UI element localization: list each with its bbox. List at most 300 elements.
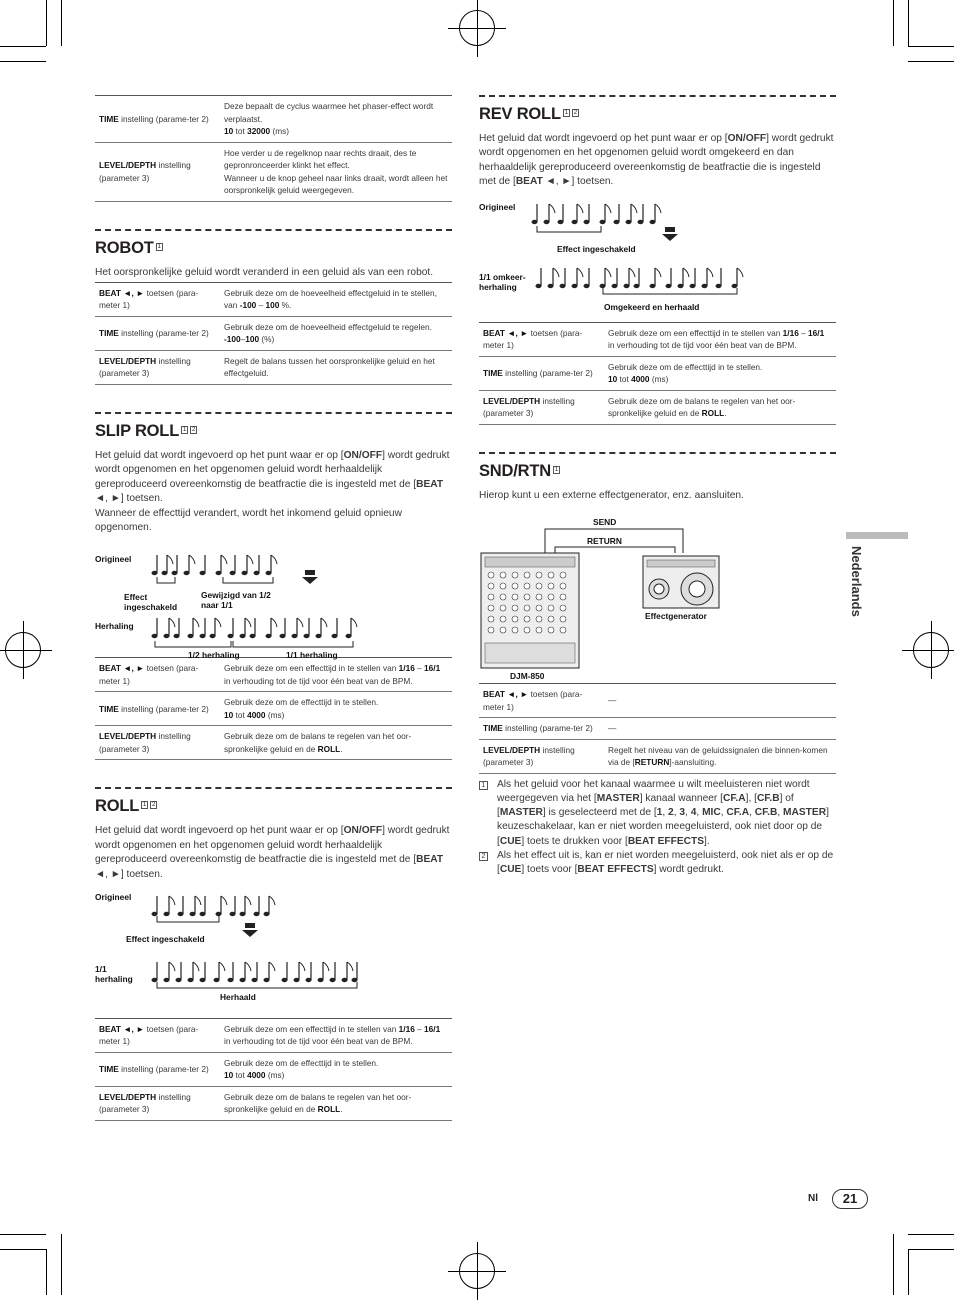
label-changed: Gewijzigd van 1/2 naar 1/1 xyxy=(201,590,271,611)
roll-intro: Het geluid dat wordt ingevoerd op het punt waar er op [ON/OFF] wordt gedrukt wordt opgenomen en het opgenomen geluid wordt herhaaldelijk gereproduceerd overeenkomstig de beatfractie die is ingesteld met de [BEAT ◄, ►] toetsen. xyxy=(95,825,450,880)
section-divider xyxy=(95,787,452,789)
effector-icon xyxy=(643,556,719,608)
param-key: TIME instelling (parame-ter 2) xyxy=(95,316,220,350)
knob-icon xyxy=(488,583,494,589)
note-flag xyxy=(169,962,175,971)
note-head xyxy=(230,912,236,916)
note-head xyxy=(690,283,696,287)
note-row xyxy=(152,962,358,982)
note-head xyxy=(216,571,222,575)
note-head xyxy=(188,978,194,982)
table-row xyxy=(95,1052,452,1086)
crop-mark xyxy=(908,1249,954,1250)
note-flag xyxy=(351,618,357,627)
note-head xyxy=(558,219,564,223)
arrow-icon xyxy=(302,570,318,584)
note-head xyxy=(650,219,656,223)
knob-icon xyxy=(524,627,530,633)
knob-icon xyxy=(524,605,530,611)
note-head xyxy=(560,283,566,287)
rev-roll-param-table xyxy=(479,322,836,425)
note-head xyxy=(242,571,248,575)
note-flag xyxy=(221,896,227,905)
note-flag xyxy=(169,618,175,627)
note-head xyxy=(184,571,190,575)
note-head xyxy=(294,978,300,982)
section-title-slip-roll: SLIP ROLL 1 2 xyxy=(95,421,196,440)
note-head xyxy=(352,978,358,982)
right-column xyxy=(479,95,836,878)
note-head xyxy=(164,978,170,982)
note-flag xyxy=(577,268,583,277)
note-head xyxy=(304,634,310,638)
note-head xyxy=(332,634,338,638)
note-head xyxy=(164,912,170,916)
knob-icon xyxy=(524,616,530,622)
param-key: BEAT ◄, ► toetsen (para-meter 1) xyxy=(95,282,220,316)
crop-mark xyxy=(908,0,909,46)
note-head xyxy=(240,634,246,638)
knob-icon xyxy=(488,594,494,600)
label-repeat: Herhaling xyxy=(95,621,134,632)
note-flag xyxy=(167,555,173,564)
knob-icon xyxy=(548,605,554,611)
note-head xyxy=(264,912,270,916)
table-row xyxy=(95,1018,452,1052)
table-row xyxy=(95,726,452,760)
knob-icon xyxy=(488,572,494,578)
section-title-robot: ROBOT 1 xyxy=(95,238,161,257)
param-value: — xyxy=(604,718,836,740)
table-row xyxy=(479,684,836,718)
note-head xyxy=(152,571,158,575)
knob-icon xyxy=(536,616,542,622)
roll-diagram xyxy=(95,882,452,1018)
return-cable xyxy=(555,547,675,553)
note-head xyxy=(280,634,286,638)
crop-mark xyxy=(908,1234,954,1235)
note-flag xyxy=(683,268,689,277)
label-effect: Effect ingeschakeld xyxy=(557,243,636,254)
roll-notation xyxy=(95,882,452,1018)
crop-mark xyxy=(0,61,46,62)
note-flag xyxy=(271,555,277,564)
note-flag xyxy=(245,962,251,971)
knob-icon xyxy=(560,605,566,611)
knob-icon xyxy=(512,572,518,578)
note-head xyxy=(200,571,206,575)
param-value: Hoe verder u de regelknop naar rechts draait, des te gepronronceerder klinkt het effect. Wanneer u de knop geheel naar links draait, wordt alleen het oorspronkelijk geluid weergegeven. xyxy=(220,142,452,201)
note-flag xyxy=(577,204,583,213)
label-origineel: Origineel xyxy=(95,891,132,902)
note-flag xyxy=(629,268,635,277)
note-head xyxy=(240,912,246,916)
note-head xyxy=(678,283,684,287)
param-key: TIME instelling (parame-ter 2) xyxy=(95,1052,220,1086)
section-divider xyxy=(479,95,836,97)
arrow-icon xyxy=(242,923,258,937)
crop-mark xyxy=(46,1249,47,1295)
note-head xyxy=(190,912,196,916)
param-value: Gebruik deze om een effecttijd in te stellen van 1/16 – 16/1 in verhouding tot de tijd voor één beat van de BPM. xyxy=(220,658,452,692)
knob-icon xyxy=(500,627,506,633)
slip-roll-param-table xyxy=(95,657,452,760)
label-repeat: 1/1 herhaling xyxy=(95,963,133,984)
knob-icon xyxy=(548,627,554,633)
param-value: Gebruik deze om een effecttijd in te stellen van 1/16 – 16/1 in verhouding tot de tijd voor één beat van de BPM. xyxy=(604,322,836,356)
note-head xyxy=(318,978,324,982)
note-flag xyxy=(193,962,199,971)
param-value: Gebruik deze om de effecttijd in te stellen. 10 tot 4000 (ms) xyxy=(220,1052,452,1086)
crop-mark xyxy=(61,1234,62,1295)
label-reversed: Omgekeerd en herhaald xyxy=(604,301,700,312)
table-row xyxy=(95,142,452,201)
note-flag xyxy=(245,618,251,627)
crop-mark xyxy=(908,46,954,47)
note-head xyxy=(732,283,738,287)
param-key: LEVEL/DEPTH instelling (parameter 3) xyxy=(95,350,220,384)
crop-mark xyxy=(0,46,46,47)
param-value: Gebruik deze om de balans te regelen van het oor-spronkelijke geluid en de ROLL. xyxy=(604,390,836,424)
note-flag xyxy=(605,204,611,213)
table-row xyxy=(95,692,452,726)
label-effect: Effect ingeschakeld xyxy=(124,592,178,613)
note-head xyxy=(266,571,272,575)
footnotes xyxy=(479,778,836,878)
note-head xyxy=(188,634,194,638)
registration-mark xyxy=(459,10,495,46)
side-tab xyxy=(846,532,908,539)
note-head xyxy=(638,219,644,223)
note-head xyxy=(634,283,640,287)
phaser-param-table xyxy=(95,95,452,202)
knob-icon xyxy=(560,627,566,633)
knob-icon xyxy=(524,572,530,578)
note-flag xyxy=(219,962,225,971)
note-head xyxy=(584,219,590,223)
note-flag xyxy=(247,555,253,564)
table-row xyxy=(95,96,452,143)
knob-icon xyxy=(524,594,530,600)
note-head xyxy=(536,283,542,287)
param-value: Gebruik deze om de effecttijd in te stellen. 10 tot 4000 (ms) xyxy=(220,692,452,726)
knob-icon xyxy=(500,594,506,600)
slip-roll-intro: Het geluid dat wordt ingevoerd op het punt waar er op [ON/OFF] wordt gedrukt wordt opgenomen en het opgenomen geluid wordt herhaaldelijk gereproduceerd overeenkomstig de beatfractie die is ingesteld met de [BEAT ◄, ►] toetsen. Wanneer de effecttijd verandert, wordt het inkomend geluid opnieuw opgenomen. xyxy=(95,449,450,533)
knob-icon xyxy=(560,572,566,578)
crop-mark xyxy=(0,1249,46,1250)
bracket xyxy=(537,226,601,232)
note-head xyxy=(650,283,656,287)
param-key: TIME instelling (parame-ter 2) xyxy=(479,718,604,740)
page-number: 21 xyxy=(832,1189,868,1209)
note-head xyxy=(152,634,158,638)
note-head xyxy=(254,912,260,916)
table-row xyxy=(479,356,836,390)
note-head xyxy=(572,219,578,223)
snd-rtn-param-table xyxy=(479,683,836,774)
note-flag xyxy=(269,896,275,905)
knob-icon xyxy=(512,616,518,622)
note-head xyxy=(210,634,216,638)
label-send: SEND xyxy=(593,517,617,528)
note-flag xyxy=(189,555,195,564)
note-flag xyxy=(605,268,611,277)
footnote: 2 Als het effect uit is, kan er niet worden meegeluisterd, ook niet als er op de [CUE] toets voor [BEAT EFFECTS] wordt gedrukt. xyxy=(479,849,836,878)
label-return: RETURN xyxy=(587,536,622,547)
note-head xyxy=(584,283,590,287)
robot-intro: Het oorspronkelijke geluid wordt veranderd in een geluid als van een robot. xyxy=(95,266,434,278)
note-head xyxy=(544,219,550,223)
param-key: BEAT ◄, ► toetsen (para-meter 1) xyxy=(479,322,604,356)
note-head xyxy=(702,283,708,287)
note-head xyxy=(666,283,672,287)
label-repeated: Herhaald xyxy=(220,991,256,1002)
bracket xyxy=(157,982,357,988)
slip-roll-notation xyxy=(95,535,452,665)
snd-rtn-intro: Hierop kunt u een externe effectgenerator, enz. aansluiten. xyxy=(479,489,744,501)
note-flag xyxy=(631,204,637,213)
section-title-rev-roll: REV ROLL 1 2 xyxy=(479,105,577,123)
note-row xyxy=(532,204,662,224)
bracket xyxy=(233,641,353,647)
note-head xyxy=(200,978,206,982)
knob-icon xyxy=(548,583,554,589)
knob-icon xyxy=(536,605,542,611)
snd-rtn-diagram xyxy=(479,503,836,683)
connection-diagram xyxy=(479,503,836,683)
djm-850-mixer-icon xyxy=(481,553,579,668)
table-row xyxy=(95,1086,452,1120)
label-effect: Effect ingeschakeld xyxy=(126,933,205,944)
note-flag xyxy=(737,268,743,277)
note-head xyxy=(200,634,206,638)
note-flag xyxy=(323,962,329,971)
note-head xyxy=(330,978,336,982)
table-row xyxy=(479,322,836,356)
rev-roll-notation xyxy=(479,190,836,322)
section-title-roll: ROLL 1 2 xyxy=(95,797,156,816)
table-row xyxy=(479,718,836,740)
note-row xyxy=(536,268,744,288)
knob-icon xyxy=(488,605,494,611)
label-origineel: Origineel xyxy=(479,201,516,212)
table-row xyxy=(479,390,836,424)
note-flag xyxy=(655,204,661,213)
note-flag xyxy=(169,896,175,905)
note-head xyxy=(152,978,158,982)
note-head xyxy=(346,634,352,638)
param-key: BEAT ◄, ► toetsen (para-meter 1) xyxy=(95,1018,220,1052)
send-cable xyxy=(545,529,683,553)
knob-icon xyxy=(548,572,554,578)
note-head xyxy=(612,283,618,287)
rev-roll-diagram xyxy=(479,190,836,322)
note-head xyxy=(172,571,178,575)
param-key: TIME instelling (parame-ter 2) xyxy=(95,96,220,143)
param-value: Gebruik deze om de hoeveelheid effectgeluid te regelen. -100–100 (%) xyxy=(220,316,452,350)
note-head xyxy=(216,912,222,916)
crop-mark xyxy=(61,0,62,46)
knob-icon xyxy=(524,583,530,589)
bracket xyxy=(157,916,219,922)
knob-icon xyxy=(560,583,566,589)
note-flag xyxy=(549,204,555,213)
note-head xyxy=(240,978,246,982)
label-one-repeat: 1/1 herhaling xyxy=(286,650,338,661)
table-row xyxy=(479,739,836,773)
param-key: LEVEL/DEPTH instelling (parameter 3) xyxy=(95,1086,220,1120)
note-row xyxy=(152,618,358,638)
param-value: Regelt de balans tussen het oorspronkelijke geluid en het effectgeluid. xyxy=(220,350,452,384)
crop-mark xyxy=(908,61,954,62)
section-divider xyxy=(95,229,452,231)
note-head xyxy=(176,978,182,982)
knob-icon xyxy=(536,583,542,589)
table-row xyxy=(95,282,452,316)
note-flag xyxy=(299,962,305,971)
note-flag xyxy=(269,962,275,971)
param-key: TIME instelling (parame-ter 2) xyxy=(95,692,220,726)
crop-mark xyxy=(908,1249,909,1295)
crop-mark xyxy=(893,1234,894,1295)
knob-icon xyxy=(500,605,506,611)
knob-icon xyxy=(488,616,494,622)
knob-icon xyxy=(500,583,506,589)
note-flag xyxy=(193,618,199,627)
label-half-repeat: 1/2 herhaling xyxy=(188,650,240,661)
knob-icon xyxy=(548,616,554,622)
note-head xyxy=(282,978,288,982)
section-divider xyxy=(95,412,452,414)
registration-mark xyxy=(5,632,41,668)
note-flag xyxy=(245,896,251,905)
knob-icon xyxy=(560,616,566,622)
param-value: Gebruik deze om een effecttijd in te stellen van 1/16 – 16/1 in verhouding tot de tijd voor één beat van de BPM. xyxy=(220,1018,452,1052)
crop-mark xyxy=(46,0,47,46)
note-flag xyxy=(221,555,227,564)
note-flag xyxy=(215,618,221,627)
note-head xyxy=(614,219,620,223)
note-flag xyxy=(297,618,303,627)
note-head xyxy=(252,978,258,982)
bracket xyxy=(155,641,231,647)
knob-icon xyxy=(500,616,506,622)
note-head xyxy=(572,283,578,287)
note-flag xyxy=(655,268,661,277)
param-value: Gebruik deze om de balans te regelen van het oor-spronkelijke geluid en de ROLL. xyxy=(220,1086,452,1120)
note-head xyxy=(250,634,256,638)
slip-roll-diagram xyxy=(95,535,452,661)
section-divider xyxy=(479,452,836,454)
note-head xyxy=(228,634,234,638)
label-reverse: 1/1 omkeer-herhaling xyxy=(479,271,526,292)
param-key: LEVEL/DEPTH instelling (parameter 3) xyxy=(95,142,220,201)
footer-language: Nl xyxy=(808,1193,818,1204)
note-head xyxy=(292,634,298,638)
param-value: Deze bepaalt de cyclus waarmee het phaser-effect wordt verplaatst. 10 tot 32000 (ms) xyxy=(220,96,452,143)
knob-icon xyxy=(536,627,542,633)
rev-roll-intro: Het geluid dat wordt ingevoerd op het punt waar er op [ON/OFF] wordt gedrukt wordt opgenomen en het opgenomen geluid wordt omgekeerd en dan herhaaldelijk gereproduceerd overeenkomstig de beatfractie die is ingesteld met de [BEAT ◄, ►] toetsen. xyxy=(479,133,834,188)
knob-icon xyxy=(512,605,518,611)
param-value: Gebruik deze om de effecttijd in te stellen. 10 tot 4000 (ms) xyxy=(604,356,836,390)
footnote: 1 Als het geluid voor het kanaal waarmee u wilt meeluisteren niet wordt weergegeven via het [MASTER] kanaal wanneer [CF.A], [CF.B] of [MASTER] is geselecteerd met de [1, 2, 3, 4, MIC, CF.A, CF.B, MASTER] keuzeschakelaar, kan er niet worden meegeluisterd, ook niet door op de [CUE] toets te drukken voor [BEAT EFFECTS]. xyxy=(479,778,836,849)
param-key: BEAT ◄, ► toetsen (para-meter 1) xyxy=(95,658,220,692)
side-language-label: Nederlands xyxy=(849,546,864,617)
note-head xyxy=(214,978,220,982)
note-head xyxy=(316,634,322,638)
bracket xyxy=(157,577,175,583)
bracket xyxy=(603,288,737,294)
param-key: BEAT ◄, ► toetsen (para-meter 1) xyxy=(479,684,604,718)
crop-mark xyxy=(893,0,894,46)
note-head xyxy=(716,283,722,287)
left-column xyxy=(95,95,452,1121)
registration-mark xyxy=(459,1253,495,1289)
param-value: — xyxy=(604,684,836,718)
roll-param-table xyxy=(95,1018,452,1121)
param-key: TIME instelling (parame-ter 2) xyxy=(479,356,604,390)
knob-icon xyxy=(512,583,518,589)
note-flag xyxy=(553,268,559,277)
note-head xyxy=(152,912,158,916)
note-row xyxy=(152,896,276,916)
note-head xyxy=(342,978,348,982)
table-row xyxy=(95,316,452,350)
note-head xyxy=(254,571,260,575)
note-head xyxy=(164,634,170,638)
note-head xyxy=(624,283,630,287)
param-key: LEVEL/DEPTH instelling (parameter 3) xyxy=(479,390,604,424)
crop-mark xyxy=(0,1234,46,1235)
registration-mark xyxy=(913,632,949,668)
label-effector: Effectgenerator xyxy=(645,611,707,622)
knob-icon xyxy=(536,594,542,600)
note-head xyxy=(264,978,270,982)
knob-icon xyxy=(488,627,494,633)
note-row xyxy=(152,555,278,575)
note-head xyxy=(178,912,184,916)
param-value: Gebruik deze om de balans te regelen van het oor-spronkelijke geluid en de ROLL. xyxy=(220,726,452,760)
note-head xyxy=(200,912,206,916)
knob-icon xyxy=(512,594,518,600)
param-key: LEVEL/DEPTH instelling (parameter 3) xyxy=(479,739,604,773)
note-head xyxy=(600,219,606,223)
note-head xyxy=(162,571,168,575)
note-head xyxy=(600,283,606,287)
param-value: Gebruik deze om de hoeveelheid effectgeluid in te stellen, van -100 – 100 %. xyxy=(220,282,452,316)
note-flag xyxy=(707,268,713,277)
knob-icon xyxy=(500,572,506,578)
note-head xyxy=(228,978,234,982)
param-key: LEVEL/DEPTH instelling (parameter 3) xyxy=(95,726,220,760)
note-flag xyxy=(271,618,277,627)
robot-param-table xyxy=(95,282,452,385)
note-head xyxy=(306,978,312,982)
note-head xyxy=(230,571,236,575)
note-flag xyxy=(347,962,353,971)
knob-icon xyxy=(512,627,518,633)
label-mixer: DJM-850 xyxy=(510,671,545,682)
note-head xyxy=(548,283,554,287)
note-flag xyxy=(321,618,327,627)
param-value: Regelt het niveau van de geluidssignalen die binnen-komen via de [RETURN]-aansluiting. xyxy=(604,739,836,773)
section-title-snd-rtn: SND/RTN 1 xyxy=(479,461,558,480)
table-row xyxy=(95,350,452,384)
arrow-icon xyxy=(662,227,678,241)
label-origineel: Origineel xyxy=(95,554,132,565)
note-head xyxy=(532,219,538,223)
note-head xyxy=(626,219,632,223)
